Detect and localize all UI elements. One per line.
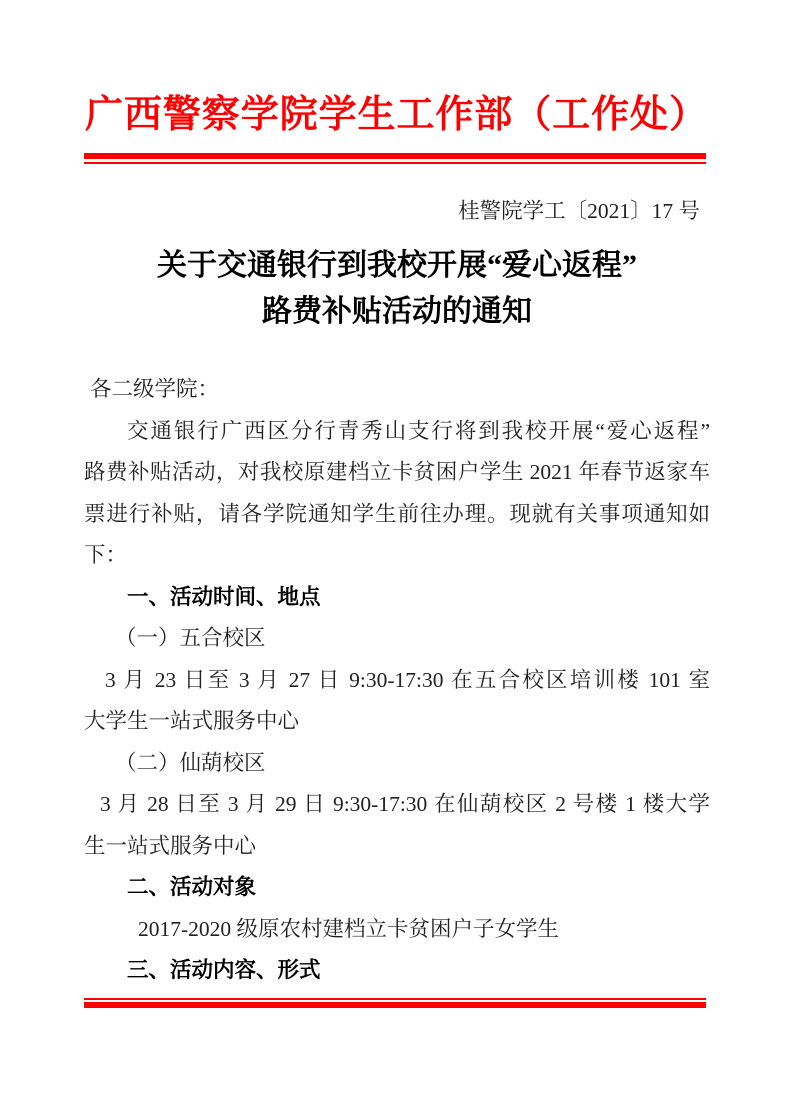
subsection-heading: （二）仙葫校区	[115, 750, 266, 775]
footer-rule-thick	[84, 1002, 706, 1008]
footer-rule-thin	[84, 998, 706, 1000]
agency-letterhead-title: 广西警察学院学生工作部（工作处）	[85, 94, 707, 136]
paragraph-line: 交通银行广西区分行青秀山支行将到我校开展“爱心返程”	[127, 418, 710, 443]
letterhead-rule-thin	[84, 162, 706, 164]
document-title-line1: 关于交通银行到我校开展“爱心返程”	[157, 249, 637, 282]
paragraph-line: 大学生一站式服务中心	[84, 709, 300, 733]
document-title-line2: 路费补贴活动的通知	[262, 295, 532, 328]
section-heading-2: 二、活动对象	[127, 875, 257, 899]
subsection-heading: （一）五合校区	[115, 626, 266, 650]
section-heading-1: 一、活动时间、地点	[127, 584, 321, 609]
document-body	[84, 369, 710, 992]
document-number: 桂警院学工〔2021〕17 号	[458, 199, 700, 223]
paragraph-line: 3 月 28 日至 3 月 29 日 9:30-17:30 在仙葫校区 2 号楼 1 楼大学	[100, 792, 710, 816]
document-title	[0, 243, 794, 335]
paragraph-line: 2017-2020 级原农村建档立卡贫困户子女学生	[138, 916, 560, 941]
footer-double-rule	[84, 998, 706, 1008]
paragraph-line: 票进行补贴，请各学院通知学生前往办理。现就有关事项通知如	[84, 501, 710, 526]
letterhead-rule-thick	[84, 153, 706, 159]
paragraph-line: 路费补贴活动，对我校原建档立卡贫困户学生 2021 年春节返家车	[84, 460, 710, 484]
paragraph-line: 3 月 23 日至 3 月 27 日 9:30-17:30 在五合校区培训楼 101 室	[105, 667, 710, 692]
salutation-line: 各二级学院：	[90, 377, 220, 401]
letterhead-double-rule	[84, 153, 706, 164]
paragraph-line: 下：	[84, 543, 128, 567]
paragraph-line: 生一站式服务中心	[84, 833, 257, 858]
section-heading-3: 三、活动内容、形式	[127, 958, 321, 982]
